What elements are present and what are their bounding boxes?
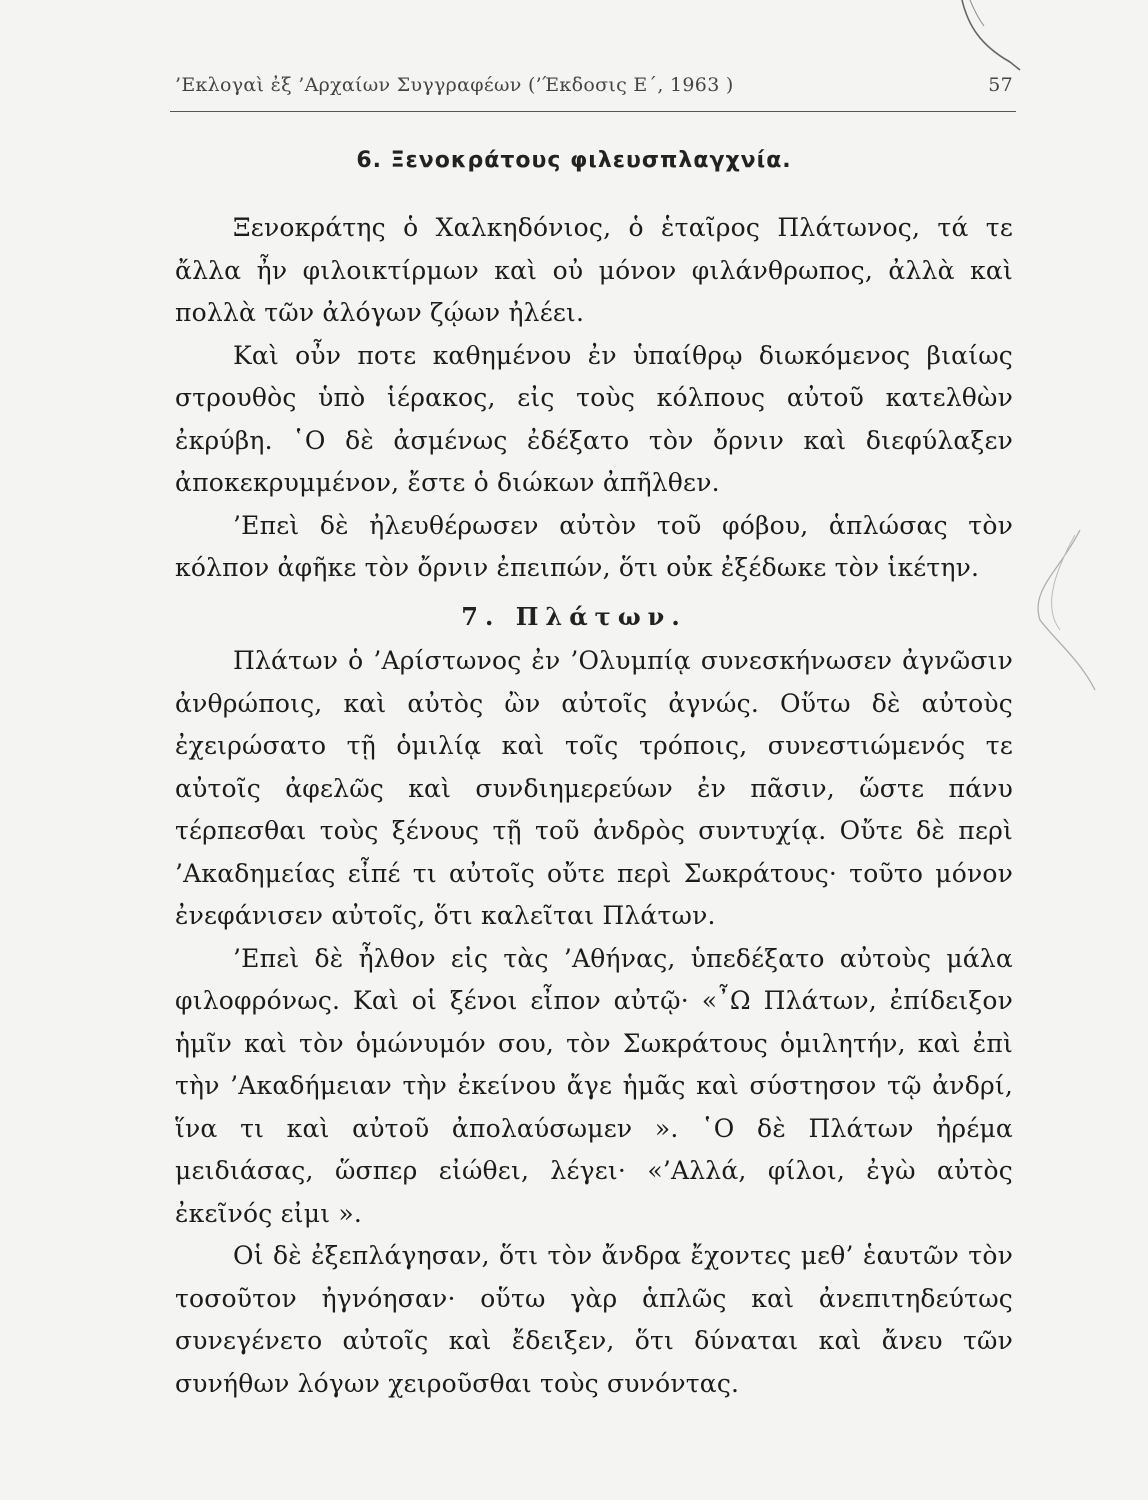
section-7-body — [175, 640, 1013, 1405]
running-title: ’Εκλογαὶ ἐξ ’Αρχαίων Συγγραφέων (’Έκδοσις Ε΄, 1963 ) — [175, 74, 734, 96]
paragraph: Οἱ δὲ ἐξεπλάγησαν, ὅτι τὸν ἄνδρα ἔχοντες μεθ’ ἑαυτῶν τὸν τοσοῦτον ἠγνόησαν· οὕτω γὰρ ἁπλῶς καὶ ἀνεπιτηδεύτως συνεγένετο αὐτοῖς καὶ ἔδειξεν, ὅτι δύναται καὶ ἄνευ τῶν συνήθων λόγων χειροῦσθαι τοὺς συνόντας. — [175, 1241, 1013, 1398]
section-heading-7: 7. Πλάτων. — [461, 602, 687, 631]
paragraph: ’Επεὶ δὲ ἠλευθέρωσεν αὐτὸν τοῦ φόβου, ἁπλώσας τὸν κόλπον ἀφῆκε τὸν ὄρνιν ἐπειπών, ὅτι οὐκ ἐξέδωκε τὸν ἱκέτην. — [175, 510, 1013, 582]
page-corner-fold-mark — [960, 0, 1030, 80]
paragraph: Καὶ οὖν ποτε καθημένου ἐν ὑπαίθρῳ διωκόμενος βιαίως στρουθὸς ὑπὸ ἱέρακος, εἰς τοὺς κόλπους αὐτοῦ κατελθὼν ἐκρύβη. ῾Ο δὲ ἀσμένως ἐδέξατο τὸν ὄρνιν καὶ διεφύλαξεν ἀποκεκρυμμένον, ἔστε ὁ διώκων ἀπῆλθεν. — [175, 340, 1013, 497]
section-6-body — [175, 207, 1013, 590]
header-rule — [170, 111, 1016, 112]
paragraph: Ξενοκράτης ὁ Χαλκηδόνιος, ὁ ἑταῖρος Πλάτωνος, τά τε ἄλλα ἦν φιλοικτίρμων καὶ οὐ μόνον φιλάνθρωπος, ἀλλὰ καὶ πολλὰ τῶν ἀλόγων ζῴων ἠλέει. — [175, 213, 1013, 327]
paragraph: Πλάτων ὁ ’Αρίστωνος ἐν ’Ολυμπίᾳ συνεσκήνωσεν ἀγνῶσιν ἀνθρώποις, καὶ αὐτὸς ὢν αὐτοῖς ἀγνώς. Οὕτω δὲ αὐτοὺς ἐχειρώσατο τῇ ὁμιλίᾳ καὶ τοῖς τρόποις, συνεστιώμενός τε αὐτοῖς ἀφελῶς καὶ συνδιημερεύων ἐν πᾶσιν, ὥστε πάνυ τέρπεσθαι τοὺς ξένους τῇ τοῦ ἀνδρὸς συντυχίᾳ. Οὔτε δὲ περὶ ’Ακαδημείας εἶπέ τι αὐτοῖς οὔτε περὶ Σωκράτους· τοῦτο μόνον ἐνεφάνισεν αὐτοῖς, ὅτι καλεῖται Πλάτων. — [175, 646, 1013, 930]
page-number: 57 — [988, 74, 1013, 96]
running-header — [175, 74, 1013, 96]
section-heading-6: 6. Ξενοκράτους φιλευσπλαγχνία. — [356, 148, 792, 173]
paragraph: ’Επεὶ δὲ ἦλθον εἰς τὰς ’Αθήνας, ὑπεδέξατο αὐτοὺς μάλα φιλοφρόνως. Καὶ οἱ ξένοι εἶπον αὐτῷ· «῏Ω Πλάτων, ἐπίδειξον ἡμῖν καὶ τὸν ὁμώνυμόν σου, τὸν Σωκράτους ὁμιλητήν, καὶ ἐπὶ τὴν ’Ακαδήμειαν τὴν ἐκείνου ἄγε ἡμᾶς καὶ σύστησον τῷ ἀνδρί, ἵνα τι καὶ αὐτοῦ ἀπολαύσωμεν ». ῾Ο δὲ Πλάτων ἠρέμα μειδιάσας, ὥσπερ εἰώθει, λέγει· «’Αλλά, φίλοι, ἐγὼ αὐτὸς ἐκεῖνός εἰμι ». — [175, 943, 1013, 1228]
